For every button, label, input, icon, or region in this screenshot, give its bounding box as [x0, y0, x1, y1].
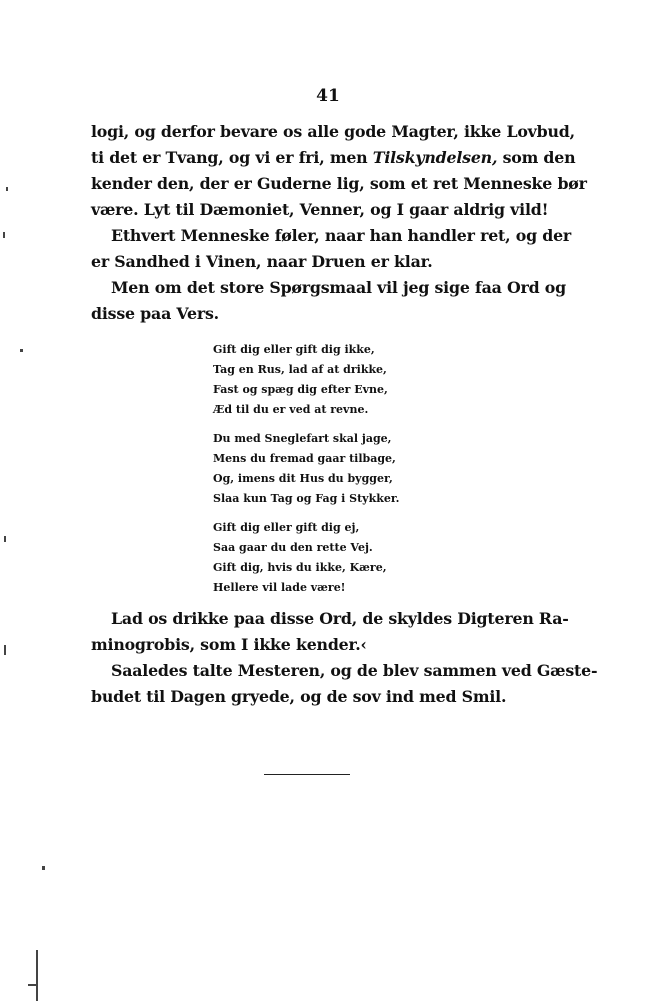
poem-stanza-2: [213, 429, 399, 509]
text-block-lower: [91, 606, 598, 710]
scan-edge-mark: [28, 984, 36, 986]
paragraph-4-line-2: minogrobis, som I ikke kender.‹: [91, 635, 367, 654]
paragraph-3-line-2: disse paa Vers.: [91, 304, 219, 323]
poem-line: Slaa kun Tag og Fag i Stykker.: [213, 492, 400, 505]
scan-speck: [20, 349, 23, 352]
scan-speck: [4, 536, 6, 542]
paragraph-1-line-2-post: som den: [497, 148, 576, 167]
paragraph-4-line-1: Lad os drikke paa disse Ord, de skyldes Digteren Ra-: [111, 609, 569, 628]
scan-edge-line: [36, 950, 38, 1001]
poem-line: Gift dig eller gift dig ikke,: [213, 343, 375, 356]
poem-line: Gift dig eller gift dig ej,: [213, 521, 360, 534]
poem-line: Hellere vil lade være!: [213, 581, 346, 594]
section-end-rule: [264, 774, 350, 775]
poem-line: Og, imens dit Hus du bygger,: [213, 472, 393, 485]
poem-line: Æd til du er ved at revne.: [213, 403, 369, 416]
poem-line: Gift dig, hvis du ikke, Kære,: [213, 561, 387, 574]
paragraph-2-line-1: Ethvert Menneske føler, naar han handler ret, og der: [111, 226, 572, 245]
poem-line: Saa gaar du den rette Vej.: [213, 541, 373, 554]
paragraph-1-line-1: logi, og derfor bevare os alle gode Magter, ikke Lovbud,: [91, 122, 575, 141]
italic-term: Tilskyndelsen,: [372, 148, 498, 167]
poem-line: Fast og spæg dig efter Evne,: [213, 383, 388, 396]
paragraph-5-line-2: budet til Dagen gryede, og de sov ind med Smil.: [91, 687, 507, 706]
scan-speck: [4, 645, 6, 655]
poem-line: Mens du fremad gaar tilbage,: [213, 452, 396, 465]
scan-speck: [6, 187, 8, 191]
paragraph-1-line-4: være. Lyt til Dæmoniet, Venner, og I gaar aldrig vild!: [91, 200, 549, 219]
text-block-upper: [91, 119, 587, 327]
paragraph-1-line-2-pre: ti det er Tvang, og vi er fri, men: [91, 148, 373, 167]
poem-line: Du med Sneglefart skal jage,: [213, 432, 392, 445]
paragraph-3-line-1: Men om det store Spørgsmaal vil jeg sige faa Ord og: [111, 278, 566, 297]
scan-speck: [42, 866, 45, 870]
poem-stanza-3: [213, 518, 387, 598]
paragraph-1-line-3: kender den, der er Guderne lig, som et ret Menneske bør: [91, 174, 587, 193]
poem-stanza-1: [213, 340, 388, 420]
scan-speck: [3, 232, 5, 238]
poem-line: Tag en Rus, lad af at drikke,: [213, 363, 387, 376]
page-number: 41: [316, 86, 340, 106]
paragraph-5-line-1: Saaledes talte Mesteren, og de blev sammen ved Gæste-: [111, 661, 598, 680]
paragraph-2-line-2: er Sandhed i Vinen, naar Druen er klar.: [91, 252, 433, 271]
paragraph-1-line-2: [91, 145, 576, 171]
